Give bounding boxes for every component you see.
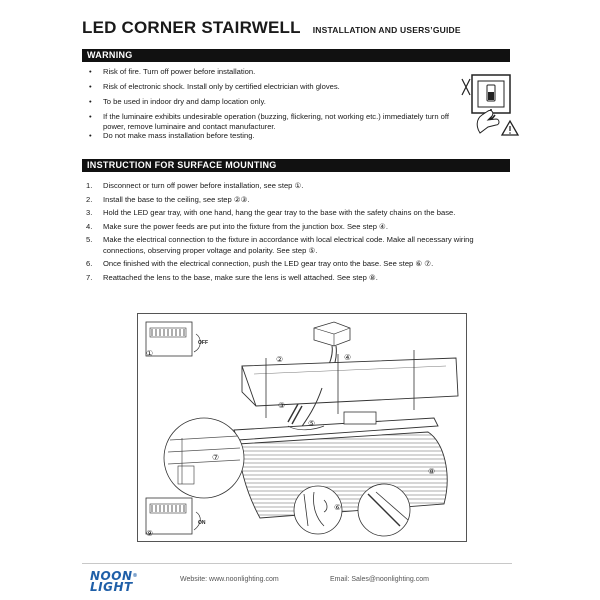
step-number: 7. [86,272,93,282]
step-number: 4. [86,221,93,231]
step-number: 2. [86,194,93,204]
callout-1: ① [146,349,154,358]
step-item [86,235,486,256]
step-text: Reattached the lens to the base, make sure the lens is well attached. See step ⑧. [103,272,378,282]
breaker-on-illustration [146,498,206,534]
warning-item: • Do not make mass installation before testing. [86,131,456,141]
detail-circle-bottom-right [358,484,410,536]
step-number: 3. [86,208,93,217]
page-subtitle: INSTALLATION AND USERS’GUIDE [312,25,461,35]
instructions-heading: INSTRUCTION FOR SURFACE MOUNTING [82,159,510,172]
installation-diagram-illustration [138,314,466,541]
noon-light-logo [90,571,152,593]
page-title: LED CORNER STAIRWELL [82,18,301,37]
step-text: Disconnect or turn off power before installation, see step ①. [103,181,304,190]
logo-trademark: ® [132,573,138,579]
step-item [86,208,486,219]
footer-email[interactable]: Email: Sales@noonlighting.com [330,576,429,583]
callout-3: ③ [278,401,286,410]
step-item [86,273,486,284]
warning-heading: WARNING [82,49,510,62]
footer-website[interactable]: Website: www.noonlighting.com [180,576,279,583]
logo-word-noon: NOON [90,569,133,583]
warning-item: • Risk of fire. Turn off power before installation. [86,67,456,77]
callout-9: ⑨ [146,529,154,538]
step-number: 5. [86,235,93,244]
logo-line-2: LIGHT [90,580,133,594]
warning-list [86,67,456,146]
callout-4: ④ [344,353,352,362]
switch-on-label: ON [198,520,206,526]
step-number: 1. [86,181,93,190]
detail-circle-left [164,418,244,498]
step-text: Make the electrical connection to the fixture in accordance with local electrical code. Make all necessary wiring connections, observing proper voltage and polarity. See step ⑤. [103,235,474,255]
breaker-off-illustration [146,322,208,356]
callout-6: ⑥ [334,503,342,512]
power-off-warning-icon [458,73,520,137]
header [82,18,461,38]
callout-8: ⑧ [428,467,436,476]
callout-7: ⑦ [212,453,220,462]
callout-2: ② [276,355,284,364]
warning-item: • Risk of electronic shock. Install only by certified electrician with gloves. [86,82,456,92]
warning-item: • To be used in indoor dry and damp location only. [86,97,456,107]
step-item [86,181,486,192]
step-text: Make sure the power feeds are put into the fixture from the junction box. See step ④. [103,221,388,231]
step-text: Once finished with the electrical connection, push the LED gear tray onto the base. See step ⑥ ⑦. [103,259,434,268]
switch-off-label: OFF [198,340,208,346]
callout-5: ⑤ [308,419,316,428]
step-number: 6. [86,259,93,268]
lens-illustration [238,432,447,518]
step-item [86,259,486,270]
step-item [86,195,486,206]
step-text: Install the base to the ceiling, see step ②③. [103,194,250,204]
installation-diagram [137,313,467,542]
step-text: Hold the LED gear tray, with one hand, hang the gear tray to the base with the safety chains on the base. [103,208,456,217]
instruction-steps [86,181,486,286]
step-item [86,222,486,233]
warning-item: • If the luminaire exhibits undesirable operation (buzzing, flickering, not working etc.) immediately turn off power, remove luminaire and contact manufacturer. [86,112,456,131]
footer-divider [82,563,512,564]
